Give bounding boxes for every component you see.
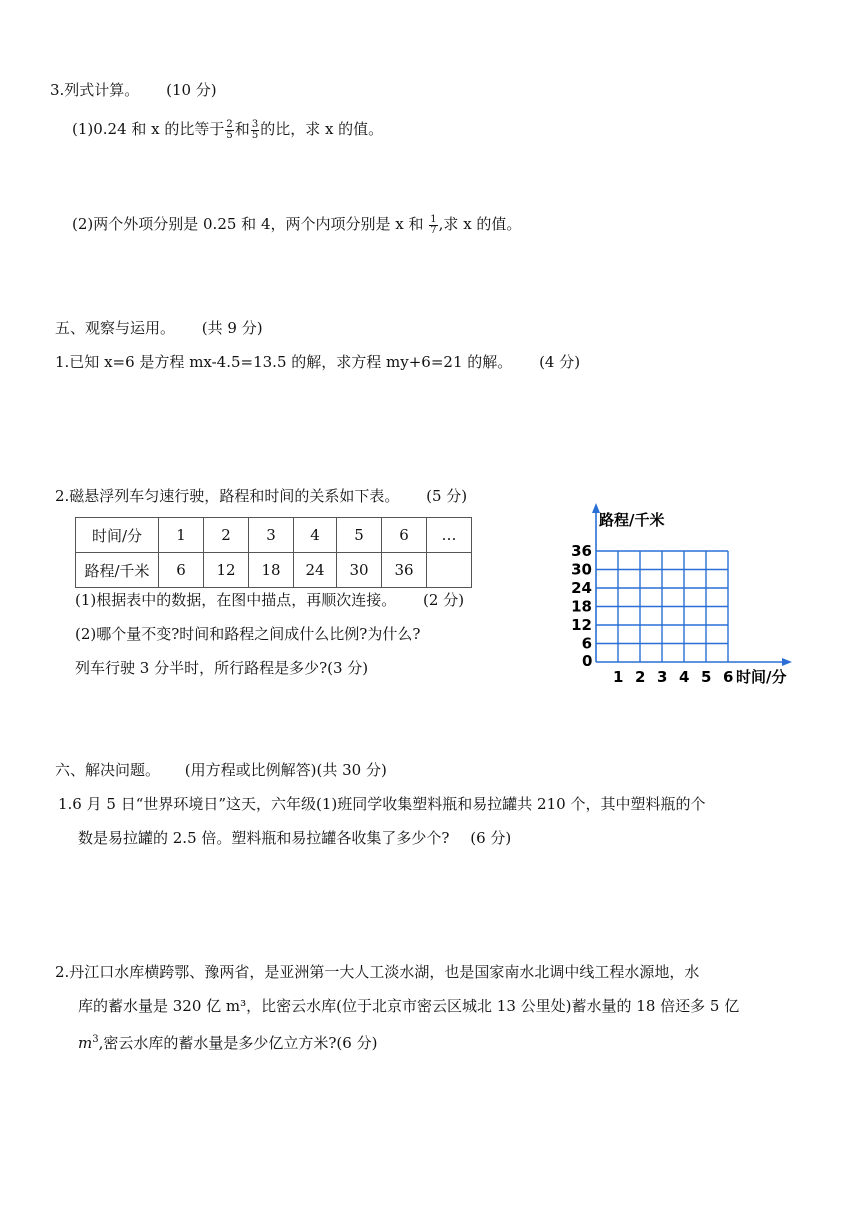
chart-y-label: 路程/千米: [599, 511, 665, 529]
sec5-sub2: (2)哪个量不变?时间和路程之间成什么比例?为什么?: [75, 625, 421, 643]
sec6-q1-line1: 1.6 月 5 日“世界环境日”这天，六年级(1)班同学收集塑料瓶和易拉罐共 210 个，其中塑料瓶的个: [58, 795, 706, 813]
y-tick-label: 36: [571, 542, 592, 560]
table-cell: 12: [204, 553, 249, 588]
table-cell: 36: [382, 553, 427, 588]
sec5-q2-score: (5 分): [426, 487, 468, 505]
q3-part1-and: 和: [234, 120, 250, 138]
y-tick-label: 12: [571, 616, 592, 634]
table-row: [76, 553, 472, 588]
q3-part2-suffix: ,求 x 的值。: [438, 215, 522, 233]
chart-x-label: 时间/分: [736, 668, 787, 686]
x-tick-label: 5: [701, 668, 712, 686]
table-row: [76, 518, 472, 553]
sec5-q1-text: 1.已知 x=6 是方程 mx-4.5=13.5 的解，求方程 my+6=21 的解。: [55, 353, 513, 371]
table-cell: 路程/千米: [76, 553, 159, 588]
sec6-heading: 六、解决问题。: [55, 761, 161, 779]
q3-part1-suffix: 的比，求 x 的值。: [260, 120, 384, 138]
sec5-q2: [55, 486, 467, 506]
table-cell: 3: [249, 518, 294, 553]
sec6-heading-line: [55, 760, 387, 780]
fraction-2-5: [225, 120, 233, 141]
table-cell: [427, 553, 472, 588]
chart-grid: [596, 551, 728, 662]
distance-time-grid-chart: [560, 495, 820, 695]
table-cell: 5: [337, 518, 382, 553]
sec5-q1-score: (4 分): [539, 353, 581, 371]
x-tick-label: 3: [657, 668, 668, 686]
sec5-heading: 五、观察与运用。: [55, 319, 176, 337]
sec5-q1: [55, 352, 580, 372]
q3-score: (10 分): [166, 81, 217, 99]
table-cell: 18: [249, 553, 294, 588]
chart-origin-label: 0: [582, 652, 593, 670]
q3-part1: [72, 115, 383, 143]
fraction-denominator: 5: [226, 129, 233, 141]
fraction-numerator: 1: [430, 213, 437, 225]
table-cell: 4: [294, 518, 337, 553]
table-cell: 1: [159, 518, 204, 553]
sec5-q2-text: 2.磁悬浮列车匀速行驶，路程和时间的关系如下表。: [55, 487, 400, 505]
y-tick-label: 30: [571, 560, 592, 579]
x-axis-arrow: [782, 658, 792, 666]
fraction-numerator: 3: [251, 118, 259, 130]
sec6-q2-line3-text: ,密云水库的蓄水量是多少亿立方米?(6 分): [98, 1034, 378, 1052]
x-tick-label: 2: [635, 668, 646, 686]
q3-part1-prefix: (1)0.24 和 x 的比等于: [72, 120, 225, 138]
x-tick-label: 1: [613, 668, 624, 686]
sec5-heading-line: [55, 318, 263, 338]
sec5-sub1-text: (1)根据表中的数据，在图中描点，再顺次连接。: [75, 591, 397, 609]
y-tick-label: 18: [571, 597, 592, 616]
fraction-1-7: [429, 215, 437, 236]
q3-part2: [72, 210, 521, 238]
fraction-denominator: 5: [251, 129, 259, 141]
x-tick-label: 4: [679, 668, 690, 686]
table-cell: 时间/分: [76, 518, 159, 553]
fraction-denominator: 7: [430, 224, 437, 236]
x-tick-label: 6: [723, 668, 734, 686]
fraction-numerator: 2: [226, 118, 233, 130]
fraction-3-5: [251, 120, 259, 141]
table-cell: 24: [294, 553, 337, 588]
table-cell: …: [427, 518, 472, 553]
sec6-note: (用方程或比例解答)(共 30 分): [184, 761, 387, 779]
q3-heading-line: [50, 80, 217, 100]
sec5-sub1: [75, 590, 464, 610]
sec6-q1-line2-text: 数是易拉罐的 2.5 倍。塑料瓶和易拉罐各收集了多少个?: [78, 829, 450, 847]
sec6-q2-line3: [78, 1030, 377, 1053]
y-tick-label: 24: [571, 579, 592, 597]
q3-part2-prefix: (2)两个外项分别是 0.25 和 4，两个内项分别是 x 和: [72, 215, 424, 233]
time-distance-table: [75, 517, 472, 588]
sec5-score: (共 9 分): [201, 319, 263, 337]
table-cell: 30: [337, 553, 382, 588]
sec6-q1-score: (6 分): [470, 829, 512, 847]
sec6-q1-line2: [78, 828, 511, 848]
sec6-q2-line1: 2.丹江口水库横跨鄂、豫两省，是亚洲第一大人工淡水湖，也是国家南水北调中线工程水源地，水: [55, 963, 700, 981]
sec6-q2-line2: 库的蓄水量是 320 亿 m³，比密云水库(位于北京市密云区城北 13 公里处)蓄水量的 18 倍还多 5 亿: [78, 997, 740, 1015]
cubic-exponent: 3: [92, 1034, 99, 1045]
table-cell: 6: [159, 553, 204, 588]
q3-heading: 3.列式计算。: [50, 81, 140, 99]
table-cell: 6: [382, 518, 427, 553]
sec5-sub1-score: (2 分): [423, 591, 465, 609]
table-cell: 2: [204, 518, 249, 553]
sec5-sub3: 列车行驶 3 分半时，所行路程是多少?(3 分): [75, 659, 369, 677]
cubic-meter-unit: m: [78, 1034, 93, 1052]
y-tick-label: 6: [581, 634, 592, 653]
